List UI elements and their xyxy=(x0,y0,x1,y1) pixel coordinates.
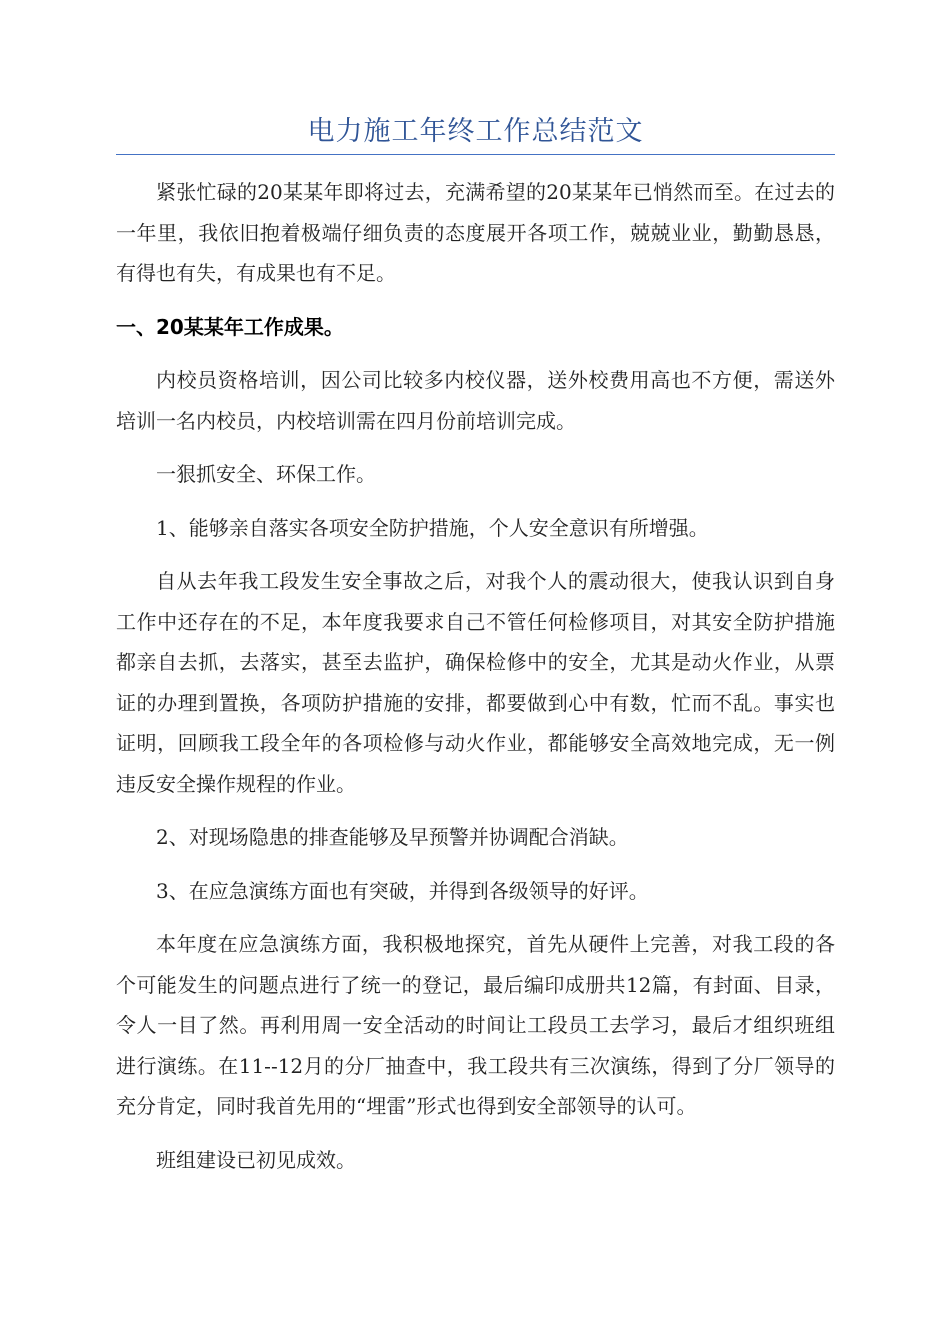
intro-paragraph: 紧张忙碌的20某某年即将过去，充满希望的20某某年已悄然而至。在过去的一年里，我依旧抱着极端仔细负责的态度展开各项工作，兢兢业业，勤勤恳恳，有得也有失，有成果也有不足。 xyxy=(116,180,835,285)
document-body xyxy=(116,172,835,1193)
body-paragraph: 班组建设已初见成效。 xyxy=(156,1147,356,1172)
body-paragraph: 内校员资格培训，因公司比较多内校仪器，送外校费用高也不方便，需送外培训一名内校员，内校培训需在四月份前培训完成。 xyxy=(116,368,835,433)
body-paragraph: 本年度在应急演练方面，我积极地探究，首先从硬件上完善，对我工段的各个可能发生的问题点进行了统一的登记，最后编印成册共12篇，有封面、目录，令人一目了然。再利用周一安全活动的时间让工段员工去学习，最后才组织班组进行演练。在11--12月的分厂抽查中，我工段共有三次演练，得到了分厂领导的充分肯定，同时我首先用的“埋雷”形式也得到安全部领导的认可。 xyxy=(116,932,835,1118)
title-underline xyxy=(116,154,835,155)
body-paragraph: 自从去年我工段发生安全事故之后，对我个人的震动很大，使我认识到自身工作中还存在的不足，本年度我要求自己不管任何检修项目，对其安全防护措施都亲自去抓，去落实，甚至去监护，确保检修中的安全，尤其是动火作业，从票证的办理到置换，各项防护措施的安排，都要做到心中有数，忙而不乱。事实也证明，回顾我工段全年的各项检修与动火作业，都能够安全高效地完成，无一例违反安全操作规程的作业。 xyxy=(116,569,835,796)
section-heading: 一、20某某年工作成果。 xyxy=(116,314,344,339)
body-paragraph: 一狠抓安全、环保工作。 xyxy=(156,462,376,486)
document-title: 电力施工年终工作总结范文 xyxy=(307,116,644,147)
list-item-paragraph: 3、在应急演练方面也有突破，并得到各级领导的好评。 xyxy=(156,878,649,903)
list-item-paragraph: 1、能够亲自落实各项安全防护措施，个人安全意识有所增强。 xyxy=(156,515,709,540)
list-item-paragraph: 2、对现场隐患的排查能够及早预警并协调配合消缺。 xyxy=(156,825,629,849)
